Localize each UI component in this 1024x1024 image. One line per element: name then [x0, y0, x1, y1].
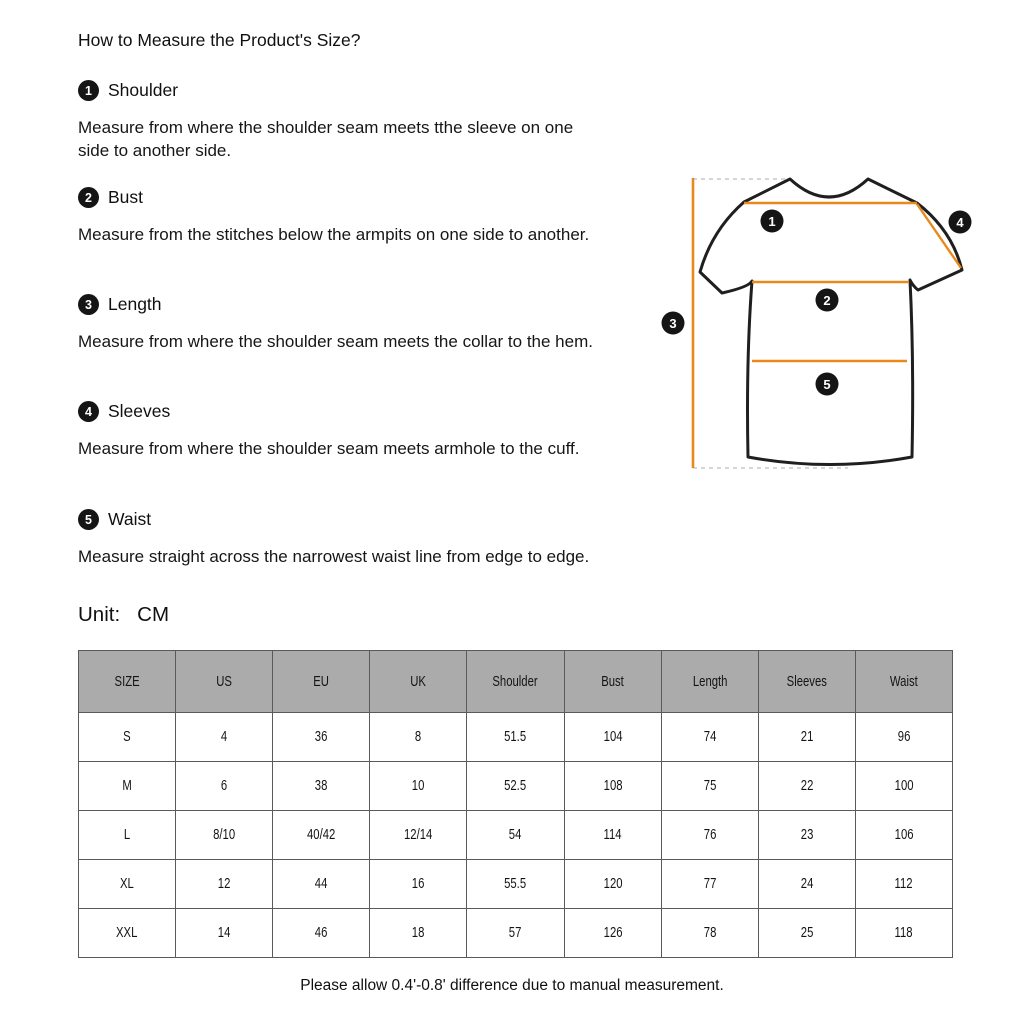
section-heading-waist	[78, 509, 151, 530]
section-label: Bust	[108, 187, 144, 207]
unit-value: CM	[137, 603, 170, 626]
table-cell: 46	[273, 909, 370, 958]
step-3-badge: 3	[78, 294, 99, 315]
table-row	[79, 811, 953, 860]
section-desc-length: Measure from where the shoulder seam meets the collar to the hem.	[78, 332, 593, 351]
table-cell: 126	[564, 909, 661, 958]
table-row	[79, 860, 953, 909]
column-header-eu: EU	[273, 651, 370, 713]
section-label: Waist	[108, 509, 152, 529]
table-cell: 14	[176, 909, 273, 958]
section-label: Length	[108, 294, 162, 314]
column-header-size: SIZE	[79, 651, 176, 713]
svg-text:1: 1	[768, 214, 776, 229]
tshirt-outline	[700, 179, 962, 465]
column-header-bust: Bust	[564, 651, 661, 713]
column-header-uk: UK	[370, 651, 467, 713]
tshirt-measurement-diagram	[650, 160, 1022, 490]
svg-text:3: 3	[669, 316, 677, 331]
table-cell: 52.5	[467, 762, 564, 811]
section-label: Sleeves	[108, 401, 171, 421]
table-cell: 100	[855, 762, 952, 811]
table-cell: 40/42	[273, 811, 370, 860]
diagram-badge-5	[816, 373, 839, 396]
svg-text:2: 2	[823, 293, 831, 308]
table-row	[79, 713, 953, 762]
table-cell: 8/10	[176, 811, 273, 860]
table-cell: 25	[758, 909, 855, 958]
table-cell: 118	[855, 909, 952, 958]
table-cell: 106	[855, 811, 952, 860]
table-cell: 44	[273, 860, 370, 909]
page-title: How to Measure the Product's Size?	[78, 30, 361, 50]
size-table-header	[79, 651, 953, 713]
step-1-badge: 1	[78, 80, 99, 101]
step-5-badge: 5	[78, 509, 99, 530]
table-row	[79, 909, 953, 958]
table-cell: 18	[370, 909, 467, 958]
svg-text:5: 5	[823, 377, 831, 392]
table-cell: 12/14	[370, 811, 467, 860]
table-cell: 12	[176, 860, 273, 909]
table-cell: 10	[370, 762, 467, 811]
table-cell: 22	[758, 762, 855, 811]
table-cell: 57	[467, 909, 564, 958]
table-cell: 16	[370, 860, 467, 909]
table-cell: 51.5	[467, 713, 564, 762]
table-cell: 24	[758, 860, 855, 909]
diagram-badge-4	[949, 211, 972, 234]
column-header-sleeves: Sleeves	[758, 651, 855, 713]
diagram-badge-1	[761, 210, 784, 233]
table-cell: XXL	[79, 909, 176, 958]
diagram-badge-2	[816, 289, 839, 312]
column-header-us: US	[176, 651, 273, 713]
table-cell: 38	[273, 762, 370, 811]
size-table-body	[79, 713, 953, 958]
table-cell: 77	[661, 860, 758, 909]
step-4-badge: 4	[78, 401, 99, 422]
table-cell: 76	[661, 811, 758, 860]
section-label: Shoulder	[108, 80, 179, 100]
table-cell: 114	[564, 811, 661, 860]
unit-label	[78, 603, 169, 627]
section-desc-shoulder: Measure from where the shoulder seam meets tthe sleeve on one side to another side.	[78, 118, 574, 160]
step-2-badge: 2	[78, 187, 99, 208]
table-row	[79, 762, 953, 811]
table-cell: 120	[564, 860, 661, 909]
table-cell: 78	[661, 909, 758, 958]
section-desc-bust: Measure from the stitches below the armpits on one side to another.	[78, 225, 590, 244]
table-header-row	[79, 651, 953, 713]
section-heading-bust	[78, 187, 143, 208]
table-cell: 21	[758, 713, 855, 762]
table-cell: 75	[661, 762, 758, 811]
table-cell: 4	[176, 713, 273, 762]
table-cell: S	[79, 713, 176, 762]
table-cell: 104	[564, 713, 661, 762]
table-cell: 74	[661, 713, 758, 762]
table-cell: M	[79, 762, 176, 811]
column-header-shoulder: Shoulder	[467, 651, 564, 713]
table-cell: 112	[855, 860, 952, 909]
table-cell: 96	[855, 713, 952, 762]
section-heading-sleeves	[78, 401, 170, 422]
table-cell: 55.5	[467, 860, 564, 909]
table-cell: 54	[467, 811, 564, 860]
table-cell: 23	[758, 811, 855, 860]
table-cell: 8	[370, 713, 467, 762]
section-heading-length	[78, 294, 162, 315]
measurement-tolerance-note: Please allow 0.4'-0.8' difference due to manual measurement.	[300, 977, 724, 994]
unit-prefix: Unit:	[78, 603, 121, 626]
section-desc-waist: Measure straight across the narrowest waist line from edge to edge.	[78, 547, 590, 566]
section-desc-sleeves: Measure from where the shoulder seam meets armhole to the cuff.	[78, 439, 580, 458]
column-header-waist: Waist	[855, 651, 952, 713]
table-cell: 108	[564, 762, 661, 811]
size-table	[78, 650, 953, 958]
table-cell: XL	[79, 860, 176, 909]
column-header-length: Length	[661, 651, 758, 713]
section-heading-shoulder	[78, 80, 178, 101]
table-cell: 36	[273, 713, 370, 762]
table-cell: L	[79, 811, 176, 860]
diagram-badge-3	[662, 312, 685, 335]
table-cell: 6	[176, 762, 273, 811]
svg-text:4: 4	[956, 215, 964, 230]
